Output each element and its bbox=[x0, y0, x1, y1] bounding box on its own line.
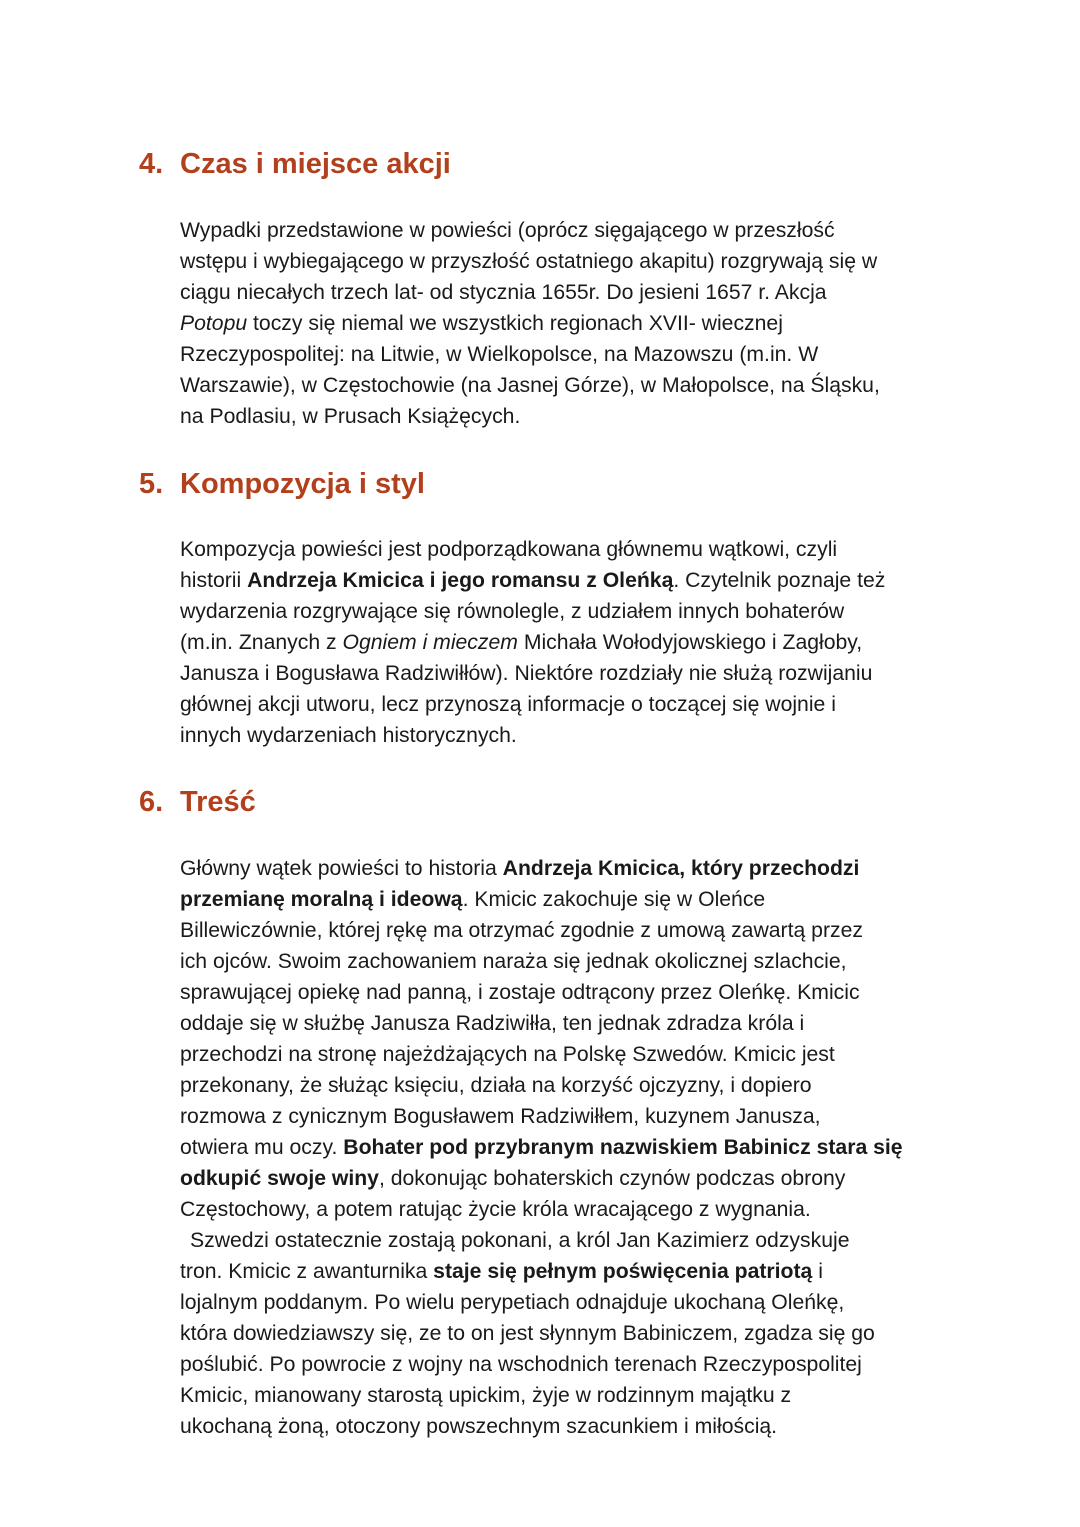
section-heading bbox=[139, 146, 451, 182]
text-run: Billewiczównie, której rękę ma otrzymać zgodnie z umową zawartą przez bbox=[180, 919, 863, 942]
text-run: przekonany, że służąc księciu, działa na korzyść ojczyzny, i dopiero bbox=[180, 1074, 812, 1097]
bold-text: Andrzeja Kmicica, który przechodzi bbox=[502, 857, 860, 880]
bold-text: odkupić swoje winy bbox=[180, 1167, 379, 1190]
text-run: Warszawie), w Częstochowie (na Jasnej Górze), w Małopolsce, na Śląsku, bbox=[180, 374, 880, 397]
paragraph-line bbox=[180, 977, 950, 1008]
bold-text: Andrzeja Kmicica i jego romansu z Oleńką bbox=[247, 569, 674, 592]
text-run: Michała Wołodyjowskiego i Zagłoby, bbox=[517, 631, 863, 654]
paragraph-line bbox=[180, 308, 950, 339]
text-run: tron. Kmicic z awanturnika bbox=[180, 1260, 434, 1283]
text-run: toczy się niemal we wszystkich regionach XVII- wiecznej bbox=[247, 312, 783, 335]
text-run: rozmowa z cynicznym Bogusławem Radziwiłłem, kuzynem Janusza, bbox=[180, 1105, 821, 1128]
text-run: ich ojców. Swoim zachowaniem naraża się jednak okolicznej szlachcie, bbox=[180, 950, 847, 973]
paragraph-line bbox=[180, 853, 950, 884]
paragraph-line bbox=[180, 884, 950, 915]
text-run: Częstochowy, a potem ratując życie króla wracającego z wygnania. bbox=[180, 1198, 811, 1221]
section-paragraph bbox=[180, 534, 950, 751]
text-run: sprawującej opiekę nad panną, i zostaje odtrącony przez Oleńkę. Kmicic bbox=[180, 981, 860, 1004]
paragraph-line bbox=[180, 946, 950, 977]
section-title: Kompozycja i styl bbox=[180, 468, 425, 500]
text-run: Kmicic, mianowany starostą upickim, żyje w rodzinnym majątku z bbox=[180, 1384, 792, 1407]
text-run: Szwedzi ostatecznie zostają pokonani, a król Jan Kazimierz odzyskuje bbox=[190, 1229, 850, 1252]
paragraph-line bbox=[180, 1349, 950, 1380]
bold-text: Bohater pod przybranym nazwiskiem Babinicz stara się bbox=[343, 1136, 903, 1159]
text-run: innych wydarzeniach historycznych. bbox=[180, 724, 517, 747]
section-number: 5. bbox=[139, 468, 164, 500]
text-run: na Podlasiu, w Prusach Książęcych. bbox=[180, 405, 521, 428]
paragraph-line bbox=[180, 689, 950, 720]
paragraph-line bbox=[180, 1070, 950, 1101]
text-run: . Czytelnik poznaje też bbox=[673, 569, 886, 592]
section-paragraph bbox=[180, 853, 950, 1442]
section-title: Treść bbox=[180, 786, 256, 818]
text-run: i bbox=[812, 1260, 823, 1283]
paragraph-line bbox=[180, 1101, 950, 1132]
text-run: Główny wątek powieści to historia bbox=[180, 857, 503, 880]
text-run: Janusza i Bogusława Radziwiłłów). Niektóre rozdziały nie służą rozwijaniu bbox=[180, 662, 873, 685]
paragraph-line bbox=[180, 1225, 950, 1256]
paragraph-line bbox=[180, 1194, 950, 1225]
text-run: otwiera mu oczy. bbox=[180, 1136, 344, 1159]
paragraph-line bbox=[180, 401, 950, 432]
section-title: Czas i miejsce akcji bbox=[180, 148, 451, 180]
paragraph-line bbox=[180, 915, 950, 946]
text-run: Kompozycja powieści jest podporządkowana głównemu wątkowi, czyli bbox=[180, 538, 838, 561]
paragraph-line bbox=[180, 246, 950, 277]
section-heading bbox=[139, 466, 425, 502]
text-run: . Kmicic zakochuje się w Oleńce bbox=[462, 888, 766, 911]
text-run: która dowiedziawszy się, ze to on jest słynnym Babiniczem, zgadza się go bbox=[180, 1322, 875, 1345]
paragraph-line bbox=[180, 534, 950, 565]
text-run: poślubić. Po powrocie z wojny na wschodnich terenach Rzeczypospolitej bbox=[180, 1353, 862, 1376]
italic-title: Ogniem i mieczem bbox=[342, 631, 518, 654]
paragraph-line bbox=[180, 370, 950, 401]
text-run: ciągu niecałych trzech lat- od stycznia 1655r. Do jesieni 1657 r. Akcja bbox=[180, 281, 827, 304]
text-run: Rzeczypospolitej: na Litwie, w Wielkopolsce, na Mazowszu (m.in. W bbox=[180, 343, 819, 366]
section-number: 4. bbox=[139, 148, 164, 180]
paragraph-line bbox=[180, 339, 950, 370]
paragraph-line bbox=[180, 627, 950, 658]
section-heading bbox=[139, 784, 256, 820]
paragraph-line bbox=[180, 720, 950, 751]
text-run: oddaje się w służbę Janusza Radziwiłła, ten jednak zdradza króla i bbox=[180, 1012, 805, 1035]
text-run: (m.in. Znanych z bbox=[180, 631, 343, 654]
paragraph-line bbox=[180, 565, 950, 596]
paragraph-line bbox=[180, 215, 950, 246]
text-run: lojalnym poddanym. Po wielu perypetiach odnajduje ukochaną Oleńkę, bbox=[180, 1291, 845, 1314]
text-run: głównej akcji utworu, lecz przynoszą informacje o toczącej się wojnie i bbox=[180, 693, 836, 716]
section-paragraph bbox=[180, 215, 950, 432]
bold-text: staje się pełnym poświęcenia patriotą bbox=[433, 1260, 813, 1283]
text-run: wstępu i wybiegającego w przyszłość ostatniego akapitu) rozgrywają się w bbox=[180, 250, 878, 273]
paragraph-line bbox=[180, 1318, 950, 1349]
bold-text: przemianę moralną i ideową bbox=[180, 888, 463, 911]
paragraph-line bbox=[180, 1132, 950, 1163]
text-run: historii bbox=[180, 569, 248, 592]
paragraph-line bbox=[180, 1008, 950, 1039]
text-run: ukochaną żoną, otoczony powszechnym szacunkiem i miłością. bbox=[180, 1415, 778, 1438]
paragraph-line bbox=[180, 1039, 950, 1070]
text-run: wydarzenia rozgrywające się równolegle, z udziałem innych bohaterów bbox=[180, 600, 845, 623]
paragraph-line bbox=[180, 658, 950, 689]
paragraph-line bbox=[180, 277, 950, 308]
paragraph-line bbox=[180, 1287, 950, 1318]
paragraph-line bbox=[180, 1256, 950, 1287]
paragraph-line bbox=[180, 596, 950, 627]
section-number: 6. bbox=[139, 786, 164, 818]
paragraph-line bbox=[180, 1411, 950, 1442]
text-run: , dokonując bohaterskich czynów podczas obrony bbox=[378, 1167, 846, 1190]
italic-title: Potopu bbox=[180, 312, 248, 335]
paragraph-line bbox=[180, 1163, 950, 1194]
text-run: Wypadki przedstawione w powieści (oprócz sięgającego w przeszłość bbox=[180, 219, 835, 242]
text-run: przechodzi na stronę najeżdżających na Polskę Szwedów. Kmicic jest bbox=[180, 1043, 835, 1066]
paragraph-line bbox=[180, 1380, 950, 1411]
